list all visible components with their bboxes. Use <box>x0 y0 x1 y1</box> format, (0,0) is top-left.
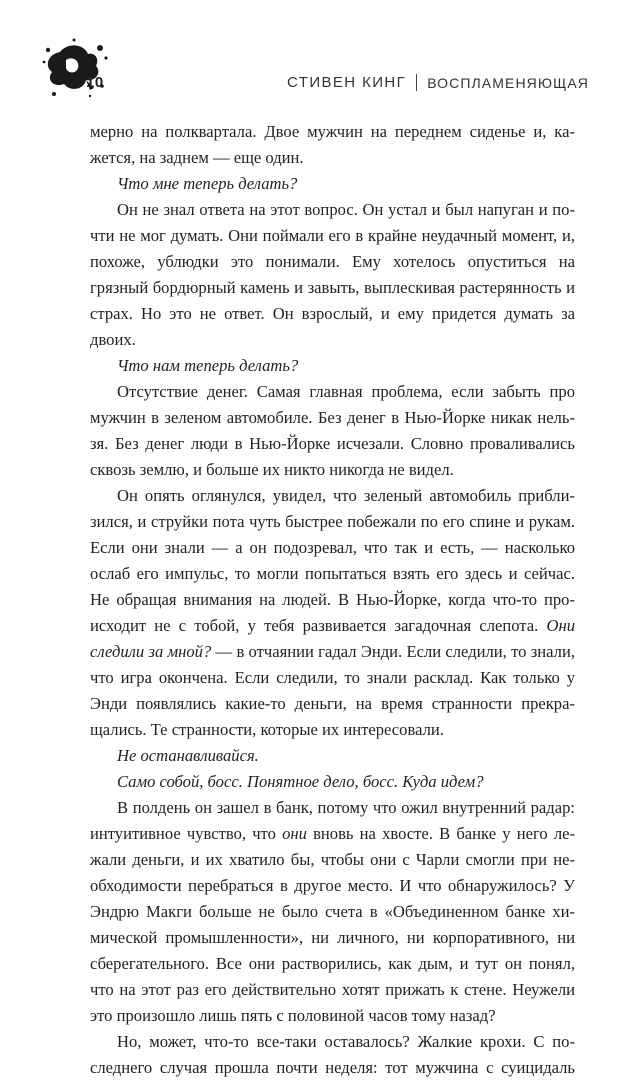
paragraph-9 <box>90 795 575 1029</box>
paragraph-6-part-a: Он опять оглянулся, увидел, что зеленый автомобиль приблизился, и струйки пота чуть быстрее побежали по его спине и рукам. Если они знали — а он подозревал, что так и есть, — насколько ослаб его импульс, то могли попытаться взять его здесь и сейчас. Не обращая внимания на людей. В Нью-Йорке, когда что-то происходит не с тобой, у тебя развивается загадочная слепота. <box>90 486 575 635</box>
body-text <box>90 119 575 1081</box>
paragraph-1: мерно на полквартала. Двое мужчин на переднем сиденье и, кажется, на заднем — еще один. <box>90 122 575 167</box>
paragraph-6-italic: Они следили за мной? <box>90 616 575 661</box>
paragraph-9-part-c: вновь на хвосте. В банке у него лежали деньги, и их хватило бы, чтобы они с Чарли смогли при необходимости перебраться в другое место. И что обнаружилось? У Эндрю Макги больше не было счета в «Объединенном банке химической промышленности», ни личного, ни корпоративного, ни сберегательного. Все они растворились, как дым, и тут он понял, что на этот раз его действительно хотят прижать к стене. Неужели это произошло лишь пять с половиной часов тому назад? <box>90 824 576 1025</box>
page-header <box>0 0 644 110</box>
paragraph-2-thought: Что мне теперь делать? <box>117 174 298 193</box>
running-head <box>287 74 589 91</box>
header-separator <box>416 74 417 91</box>
page-number: 10 <box>86 74 104 91</box>
book-title: ВОСПЛАМЕНЯЮЩАЯ <box>427 74 589 91</box>
paragraph-5: Отсутствие денег. Самая главная проблема, если забыть про мужчин в зеленом автомобиле. Без денег в Нью-Йорке никак нельзя. Без денег люди в Нью-Йорке исчезали. Словно проваливались сквозь землю, и больше их никто никогда не видел. <box>90 382 575 479</box>
paragraph-9-part-a: В полдень он зашел в банк, потому что ожил внутренний радар: интуитивное чувство, что <box>90 798 575 843</box>
paragraph-7-thought: Не останавливайся. <box>117 746 259 765</box>
paragraph-9-italic: они <box>282 824 307 843</box>
paragraph-8-thought: Само собой, босс. Понятное дело, босс. Куда идем? <box>117 772 484 791</box>
paragraph-10: Но, может, что-то все-таки оставалось? Жалкие крохи. С последнего случая прошла почти неделя: тот мужчина с суицидаль <box>90 1032 575 1077</box>
paragraph-4-thought: Что нам теперь делать? <box>117 356 299 375</box>
paragraph-6-part-c: — в отчаянии гадал Энди. Если следили, то знали, что игра окончена. Если следили, то знали расклад. Как только у Энди появлялись какие-то деньги, на время странности прекращались. Те странности, которые их интересовали. <box>90 642 575 739</box>
author-name: СТИВЕН КИНГ <box>287 74 407 91</box>
paragraph-3: Он не знал ответа на этот вопрос. Он устал и был напуган и почти не мог думать. Они поймали его в крайне неудачный момент, и, похоже, ублюдки это понимали. Ему хотелось опуститься на грязный бордюрный камень и завыть, выплескивая растерянность и страх. Но это не ответ. Он взрослый, и ему придется думать за двоих. <box>90 200 575 349</box>
paragraph-6 <box>90 483 575 743</box>
